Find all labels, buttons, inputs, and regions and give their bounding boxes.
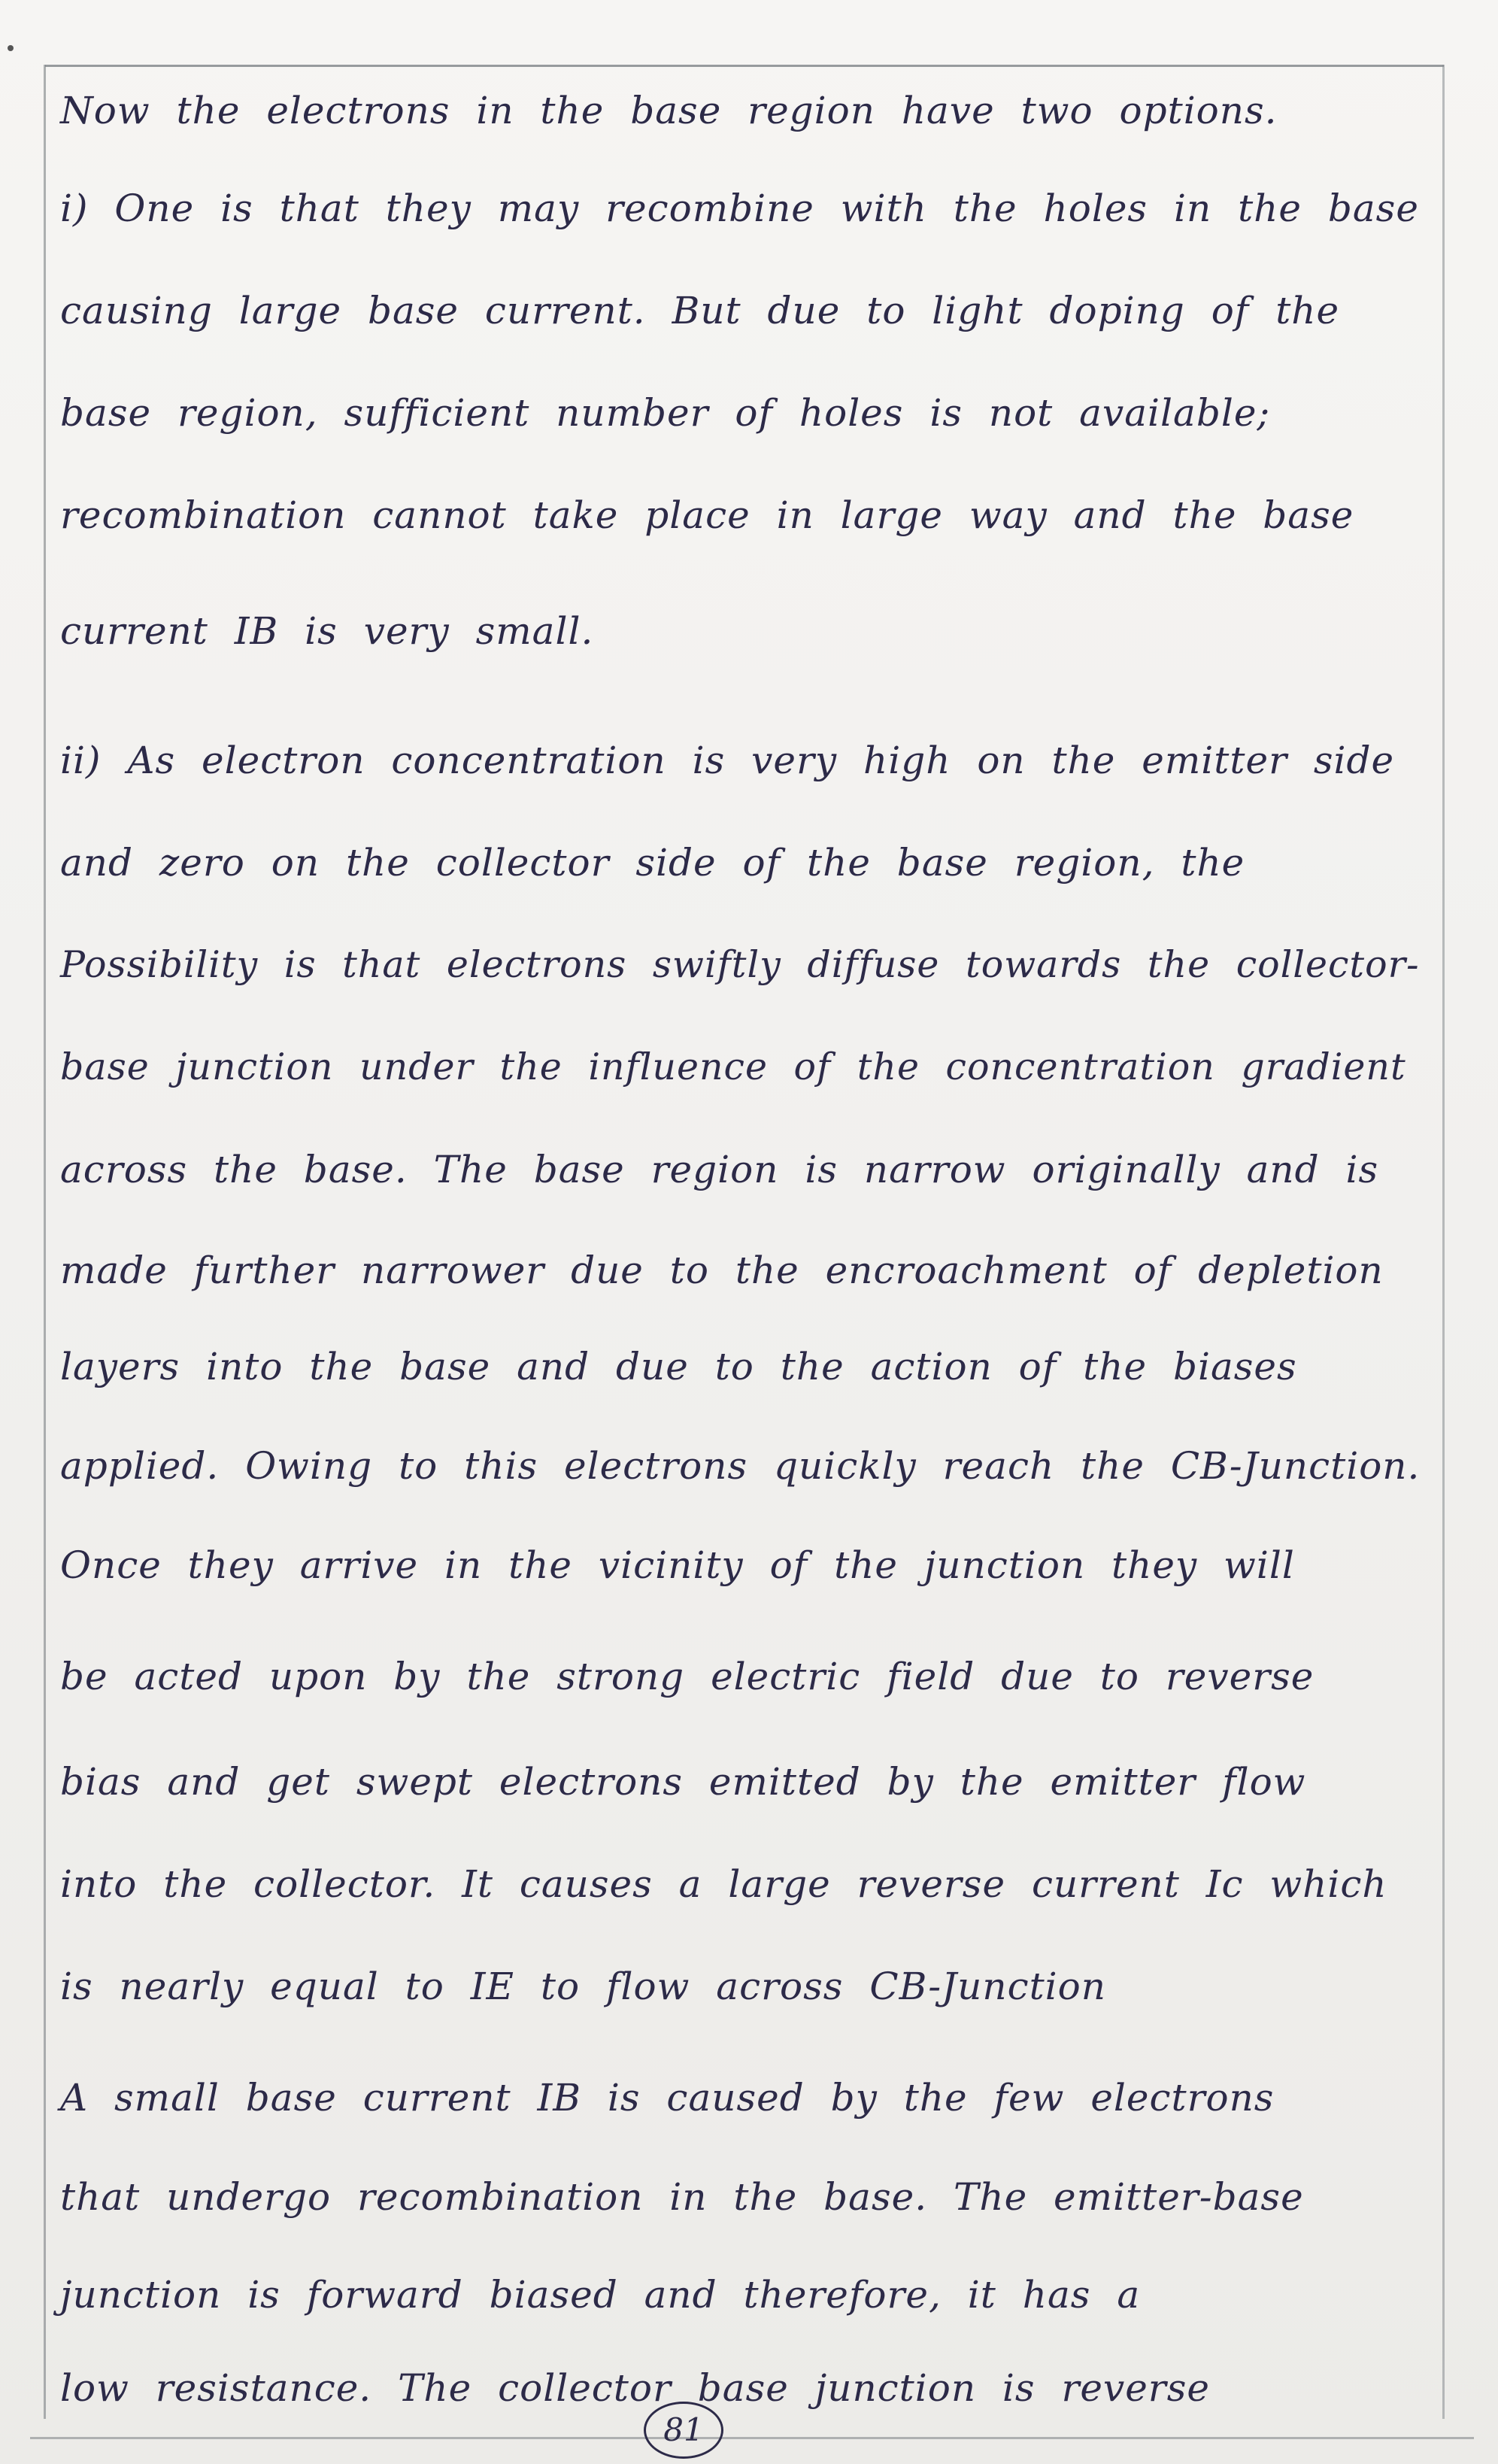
text-line: base region, sufficient number of holes is not available; bbox=[60, 391, 1271, 435]
text-line: into the collector. It causes a large reverse current Ic which bbox=[60, 1862, 1387, 1906]
corner-dot bbox=[8, 45, 14, 51]
text-line: i) One is that they may recombine with the holes in the base bbox=[60, 187, 1419, 230]
text-line: low resistance. The collector base junction is reverse bbox=[60, 2366, 1210, 2410]
text-line: base junction under the influence of the concentration gradient bbox=[60, 1045, 1406, 1088]
text-line: layers into the base and due to the action of the biases bbox=[60, 1345, 1297, 1388]
text-line: current IB is very small. bbox=[60, 609, 594, 653]
text-line: Possibility is that electrons swiftly diffuse towards the collector- bbox=[60, 943, 1420, 986]
text-line: applied. Owing to this electrons quickly reach the CB-Junction. bbox=[60, 1444, 1421, 1488]
right-margin-line bbox=[1442, 65, 1445, 2419]
text-line: bias and get swept electrons emitted by the emitter flow bbox=[60, 1760, 1306, 1804]
text-line: and zero on the collector side of the base region, the bbox=[60, 841, 1245, 885]
bottom-margin-line bbox=[30, 2437, 1474, 2439]
text-line: A small base current IB is caused by the few electrons bbox=[60, 2076, 1275, 2120]
text-line: is nearly equal to IE to flow across CB-Junction bbox=[60, 1965, 1106, 2008]
text-line: across the base. The base region is narrow originally and is bbox=[60, 1148, 1379, 1191]
text-line: junction is forward biased and therefore, it has a bbox=[60, 2273, 1141, 2317]
text-line: Now the electrons in the base region have two options. bbox=[60, 89, 1278, 132]
text-line: that undergo recombination in the base. The emitter-base bbox=[60, 2175, 1304, 2219]
text-line: recombination cannot take place in large way and the base bbox=[60, 493, 1354, 537]
text-line: causing large base current. But due to light doping of the bbox=[60, 289, 1340, 332]
top-margin-line bbox=[45, 65, 1444, 67]
text-line: be acted upon by the strong electric field due to reverse bbox=[60, 1655, 1315, 1698]
page-number: 81 bbox=[644, 2402, 723, 2459]
left-margin-line bbox=[44, 65, 46, 2419]
text-line: ii) As electron concentration is very high on the emitter side bbox=[60, 739, 1395, 782]
text-line: Once they arrive in the vicinity of the junction they will bbox=[60, 1543, 1295, 1587]
text-line: made further narrower due to the encroachment of depletion bbox=[60, 1249, 1384, 1292]
